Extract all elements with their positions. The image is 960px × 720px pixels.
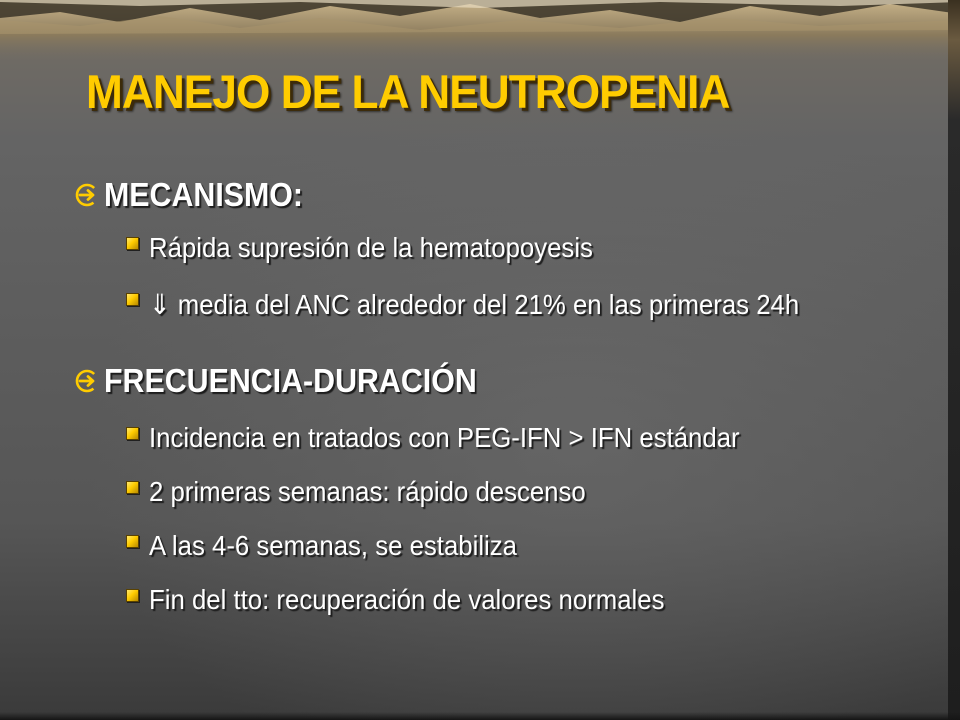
square-bullet-icon: [126, 427, 139, 440]
section-heading: MECANISMO:: [104, 176, 304, 213]
section-frecuencia-duracion: [74, 362, 509, 400]
circled-right-arrow-icon: [74, 182, 100, 208]
list-item: [126, 584, 709, 616]
list-item-label: A las 4-6 semanas, se estabiliza: [149, 530, 517, 561]
square-bullet-icon: [126, 237, 139, 250]
list-item-label: Incidencia en tratados con PEG-IFN > IFN estándar: [149, 422, 740, 453]
square-bullet-icon: [126, 481, 139, 494]
square-bullet-icon: [126, 589, 139, 602]
list-item: [126, 422, 791, 454]
list-item: [126, 530, 549, 562]
slide-title: MANEJO DE LA NEUTROPENIA: [86, 65, 730, 118]
square-bullet-icon: [126, 293, 139, 306]
square-bullet-icon: [126, 535, 139, 548]
circled-right-arrow-icon: [74, 368, 100, 394]
list-item-label: ⇓ media del ANC alrededor del 21% en las primeras 24h: [149, 289, 800, 320]
list-item: [126, 476, 624, 508]
section-heading: FRECUENCIA-DURACIÓN: [104, 362, 477, 399]
mountain-texture-band: [0, 0, 960, 64]
list-item: [126, 288, 856, 321]
bottom-edge-shadow: [0, 712, 960, 720]
list-item: [126, 232, 632, 264]
list-item-label: Rápida supresión de la hematopoyesis: [149, 232, 593, 263]
list-item-label: 2 primeras semanas: rápido descenso: [149, 476, 586, 507]
section-mecanismo: [74, 176, 320, 214]
list-item-label: Fin del tto: recuperación de valores normales: [149, 584, 665, 615]
right-edge-decoration: [948, 0, 960, 720]
